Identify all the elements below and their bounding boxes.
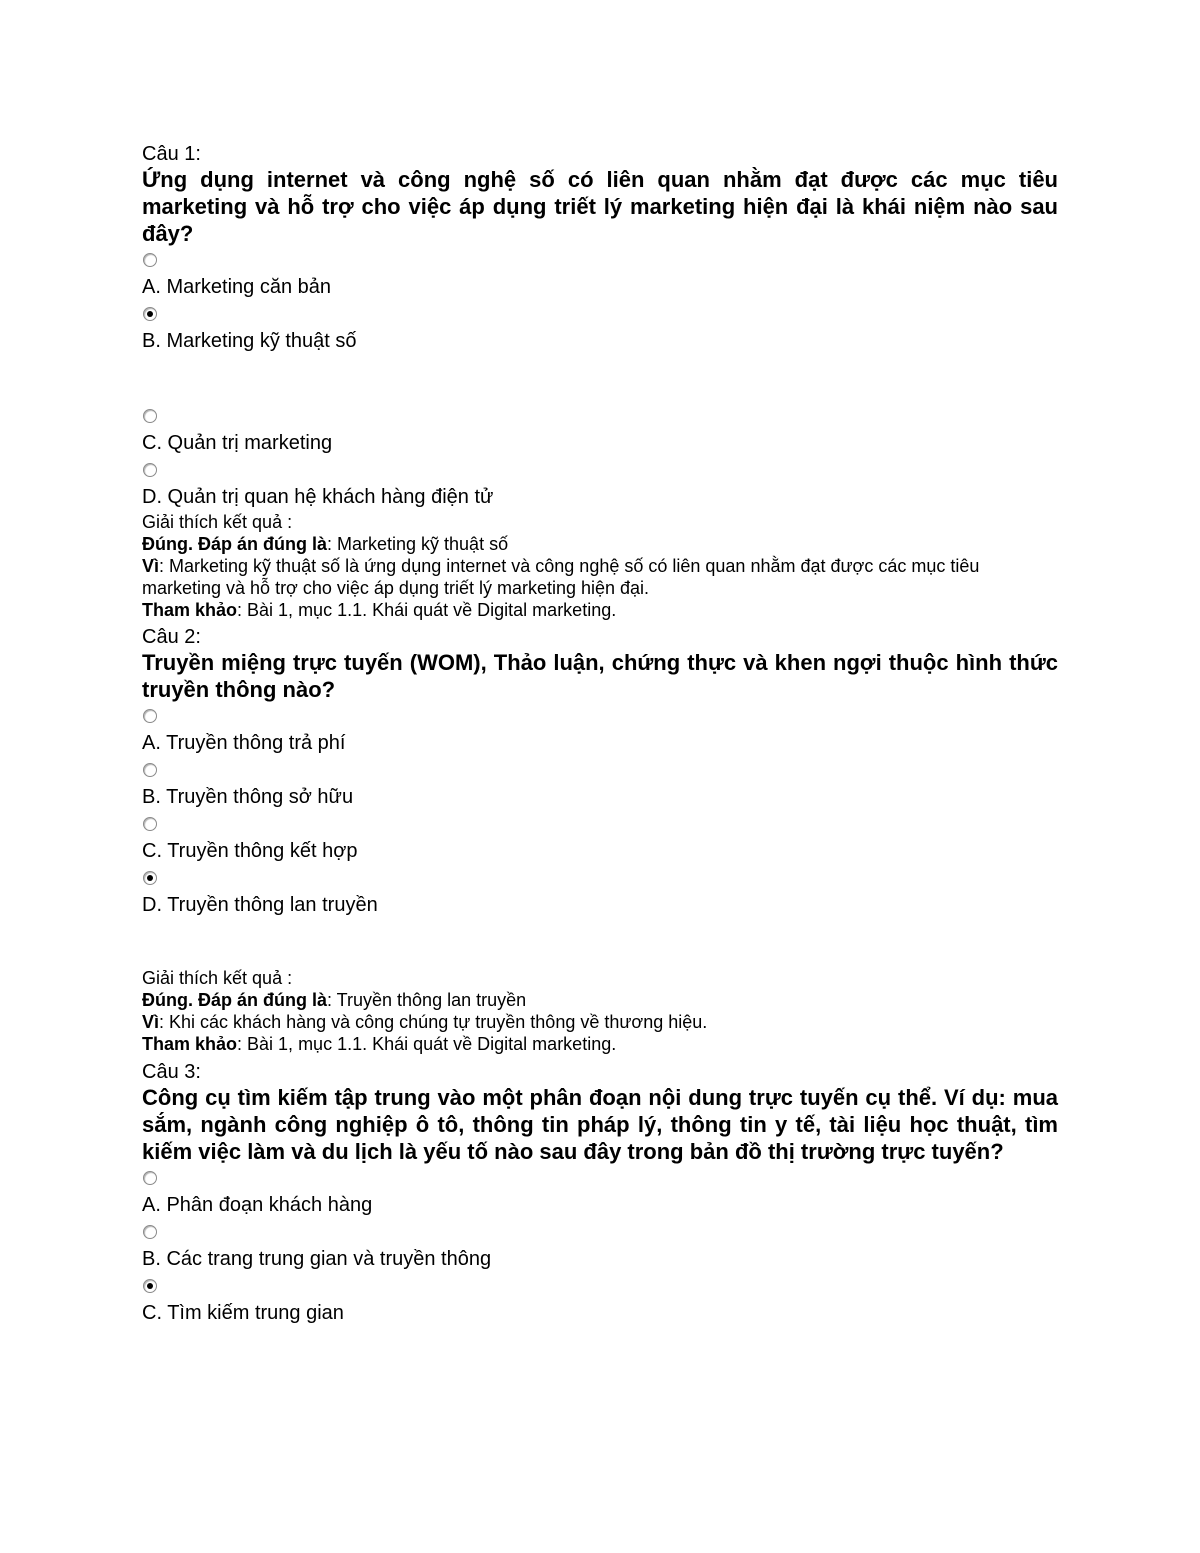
question-label: Câu 3:	[142, 1061, 201, 1083]
correct-answer: Đúng. Đáp án đúng là: Truyền thông lan truyền	[142, 990, 527, 1010]
option-b-radio[interactable]	[143, 1225, 157, 1239]
option-d-radio[interactable]	[143, 871, 157, 885]
question-text: Công cụ tìm kiếm tập trung vào một phân đoạn nội dung trực tuyến cụ thể. Ví dụ: mua sắm, ngành công nghiệp ô tô, thông tin pháp lý, thông tin y tế, tài liệu học thuật, tìm kiếm việc làm và du lịch là yếu tố nào sau đây trong bản đồ thị trường trực tuyến?	[142, 1085, 1058, 1164]
correct-answer: Đúng. Đáp án đúng là: Marketing kỹ thuật số	[142, 534, 509, 554]
option-d-radio[interactable]	[143, 463, 157, 477]
option-b-label: B. Các trang trung gian và truyền thông	[142, 1248, 492, 1270]
option-c-radio[interactable]	[143, 1279, 157, 1293]
question-text: Truyền miệng trực tuyến (WOM), Thảo luận, chứng thực và khen ngợi thuộc hình thức truyền thông nào?	[142, 650, 1058, 702]
option-d-label: D. Truyền thông lan truyền	[142, 894, 378, 916]
option-b-label: B. Truyền thông sở hữu	[142, 786, 354, 808]
option-c-label: C. Tìm kiếm trung gian	[142, 1302, 344, 1324]
reference: Tham khảo: Bài 1, mục 1.1. Khái quát về Digital marketing.	[142, 600, 617, 620]
option-a-radio[interactable]	[143, 709, 157, 723]
option-a-radio[interactable]	[143, 1171, 157, 1185]
question-3	[142, 1060, 1058, 1327]
option-b-radio[interactable]	[143, 763, 157, 777]
option-c-label: C. Quản trị marketing	[142, 432, 333, 454]
reason: Vì: Marketing kỹ thuật số là ứng dụng internet và công nghệ số có liên quan nhằm đạt được các mục tiêu marketing và hỗ trợ cho việc áp dụng triết lý marketing hiện đại.	[142, 556, 980, 598]
question-2	[142, 625, 1058, 1055]
option-a-radio[interactable]	[143, 253, 157, 267]
question-1	[142, 142, 1058, 621]
question-label: Câu 1:	[142, 143, 201, 165]
option-a-label: A. Marketing căn bản	[142, 276, 331, 298]
option-b-label: B. Marketing kỹ thuật số	[142, 330, 357, 352]
option-a-label: A. Phân đoạn khách hàng	[142, 1194, 373, 1216]
option-d-label: D. Quản trị quan hệ khách hàng điện tử	[142, 486, 494, 508]
question-text: Ứng dụng internet và công nghệ số có liên quan nhằm đạt được các mục tiêu marketing và hỗ trợ cho việc áp dụng triết lý marketing hiện đại là khái niệm nào sau đây?	[142, 167, 1058, 246]
explanation-heading: Giải thích kết quả :	[142, 512, 293, 532]
option-c-radio[interactable]	[143, 409, 157, 423]
explanation-heading: Giải thích kết quả :	[142, 968, 293, 988]
option-c-radio[interactable]	[143, 817, 157, 831]
option-a-label: A. Truyền thông trả phí	[142, 732, 346, 754]
option-b-radio[interactable]	[143, 307, 157, 321]
reference: Tham khảo: Bài 1, mục 1.1. Khái quát về Digital marketing.	[142, 1034, 617, 1054]
question-label: Câu 2:	[142, 626, 201, 648]
reason: Vì: Khi các khách hàng và công chúng tự truyền thông về thương hiệu.	[142, 1012, 708, 1032]
option-c-label: C. Truyền thông kết hợp	[142, 840, 358, 862]
